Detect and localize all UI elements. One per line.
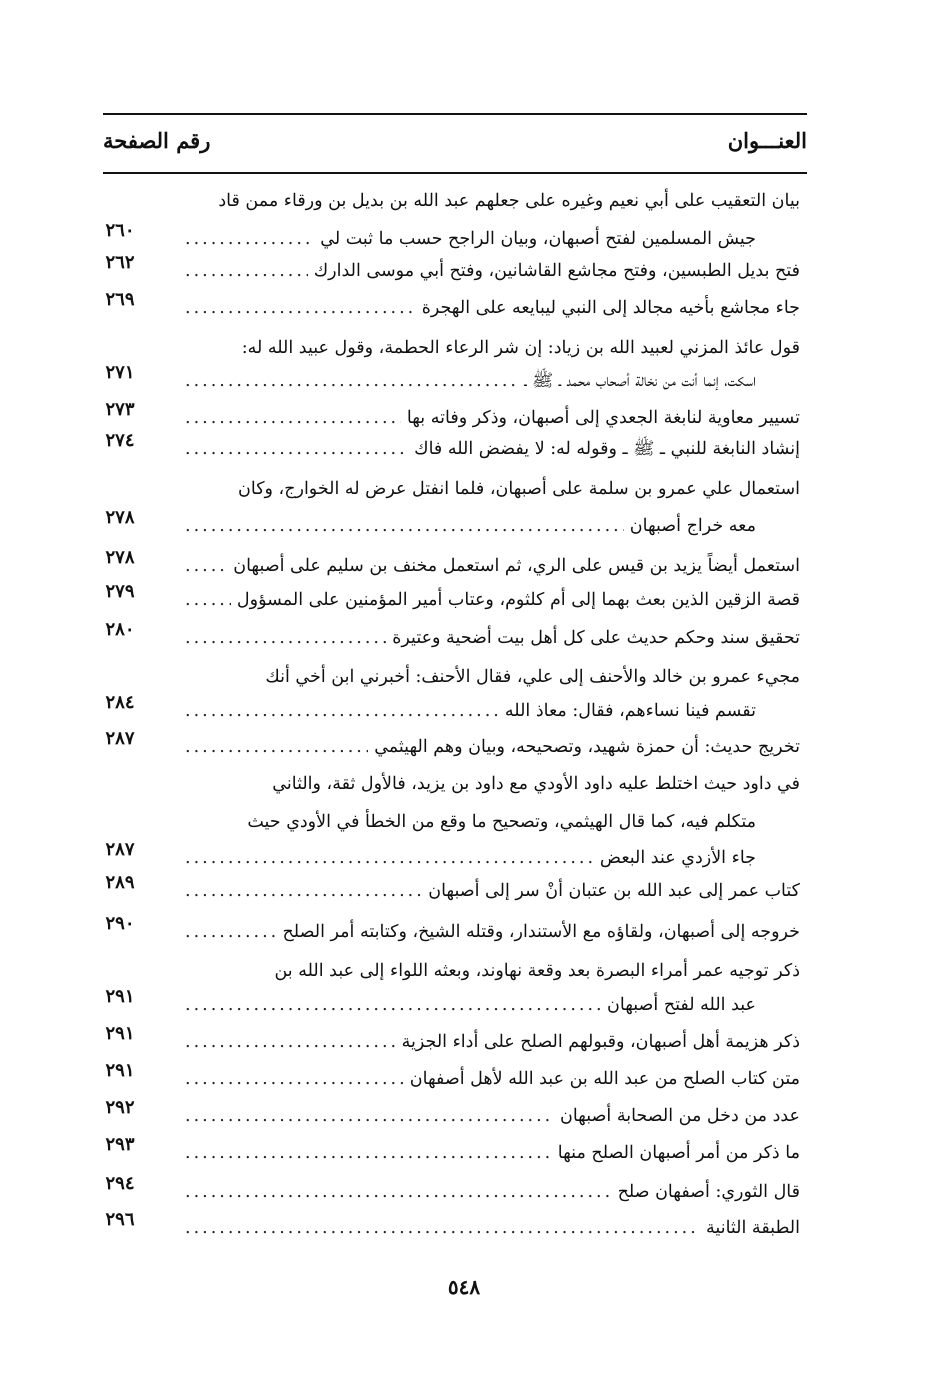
toc-entry-title: استعمال علي عمرو بن سلمة على أصبهان، فلما انفتل عرض له الخوارج، وكان: [232, 479, 800, 499]
toc-entry-title: إنشاد النابغة للنبي ـ ﷺ ـ وقوله له: لا يفضض الله فاك: [408, 439, 800, 459]
toc-entry-page: ٢٩١: [105, 1023, 135, 1044]
toc-entry: [185, 1064, 800, 1094]
toc-entry-title: في داود حيث اختلط عليه داود الأودي مع داود بن يزيد، فالأول ثقة، والثاني: [266, 774, 800, 794]
toc-entry: [185, 843, 756, 873]
toc-entry-title: الطبقة الثانية: [700, 1218, 800, 1238]
header-rule: [103, 172, 807, 174]
toc-entry-title: متكلم فيه، كما قال الهيثمي، وتصحيح ما وقع من الخطأ في الأودي حيث: [241, 812, 756, 832]
toc-entry: [185, 623, 800, 653]
toc-entry-title: تخريج حديث: أن حمزة شهيد، وتصحيحه، وبيان وهم الهيثمي: [368, 737, 800, 757]
toc-entry-page: ٢٨٩: [105, 872, 135, 893]
toc-entry-title: تحقيق سند وحكم حديث على كل أهل بيت أضحية وعتيرة: [386, 628, 800, 648]
toc-entry: [185, 1101, 800, 1131]
toc-entry: [185, 403, 800, 433]
toc-entry: [185, 732, 800, 762]
toc-entry: [185, 333, 800, 363]
toc-entry-title: ذكر هزيمة أهل أصبهان، وقبولهم الصلح على أداء الجزية: [396, 1032, 800, 1052]
toc-entry-title: تقسم فينا نساءهم، فقال: معاذ الله: [499, 701, 756, 721]
toc-entry-page: ٢٩٣: [105, 1134, 135, 1155]
toc-entry: [185, 585, 800, 615]
toc-entry: [185, 1138, 800, 1168]
toc-entry-title: فتح بديل الطبسين، وفتح مجاشع القاشانين، وفتح أبي موسى الدارك: [308, 261, 800, 281]
toc-entry: [185, 917, 800, 947]
toc-entry-title: متن كتاب الصلح من عبد الله بن عبد الله لأهل أصفهان: [404, 1069, 800, 1089]
toc-entry: [185, 366, 756, 396]
toc-entry-title: ما ذكر من أمر أصبهان الصلح منها: [552, 1143, 800, 1163]
toc-entry: [185, 769, 800, 799]
toc-entry: [185, 662, 800, 692]
toc-entry-title: عدد من دخل من الصحابة أصبهان: [554, 1106, 800, 1126]
header-page-column: رقم الصفحة: [103, 128, 211, 153]
toc-entry: [185, 696, 756, 726]
toc-entry-page: ٢٨٤: [105, 692, 135, 713]
toc-entry: [185, 956, 800, 986]
toc-entry-page: ٢٩٢: [105, 1097, 135, 1118]
header-title: العنـــوان: [727, 128, 807, 153]
toc-entry: [185, 293, 800, 323]
toc-entry-page: ٢٧٨: [105, 507, 135, 528]
toc-entry: [185, 1213, 800, 1243]
toc-entry-page: ٢٧٣: [105, 399, 135, 420]
toc-entry-title: جاء الأزدي عند البعض: [594, 848, 756, 868]
toc-entry-page: ٢٩١: [105, 986, 135, 1007]
toc-entry: [185, 551, 800, 581]
toc-entry: [185, 256, 800, 286]
toc-entry-page: ٢٩٦: [105, 1209, 135, 1230]
toc-entry: [185, 474, 800, 504]
toc-entry-title: معه خراج أصبهان: [624, 516, 756, 536]
toc-entry: [185, 1177, 800, 1207]
toc-entry-title: اسكت، إنما أنت من نخالة أصحاب محمد ـ ﷺ ـ: [518, 371, 756, 391]
toc-entry-title: عبد الله لفتح أصبهان: [601, 995, 756, 1015]
toc-entry: [185, 186, 800, 216]
toc-entry-page: ٢٩٤: [105, 1173, 135, 1194]
toc-entry-title: خروجه إلى أصبهان، ولقاؤه مع الأستندار، وقتله الشيخ، وكتابته أمر الصلح: [276, 922, 800, 942]
toc-entry-page: ٢٦٢: [105, 252, 135, 273]
toc-entry-title: تسيير معاوية لنابغة الجعدي إلى أصبهان، وذكر وفاته بها: [401, 408, 800, 428]
top-rule: [103, 113, 807, 115]
toc-entry: [185, 1027, 800, 1057]
toc-entry-title: استعمل أيضاً يزيد بن قيس على الري، ثم استعمل مخنف بن سليم على أصبهان: [227, 556, 800, 576]
toc-entry-page: ٢٨٧: [105, 839, 135, 860]
toc-entry: [185, 511, 756, 541]
toc-entry-page: ٢٩٠: [105, 913, 135, 934]
toc-entry-page: ٢٨٧: [105, 728, 135, 749]
toc-entry-page: ٢٧١: [105, 362, 135, 383]
toc-entry-title: ذكر توجيه عمر أمراء البصرة بعد وقعة نهاوند، وبعثه اللواء إلى عبد الله بن: [268, 961, 800, 981]
toc-entry-page: ٢٩١: [105, 1060, 135, 1081]
toc-entry-page: ٢٦٩: [105, 289, 135, 310]
toc-entry-title: جاء مجاشع بأخيه مجالد إلى النبي ليبايعه على الهجرة: [416, 298, 800, 318]
toc-entry-title: مجيء عمرو بن خالد والأحنف إلى علي، فقال الأحنف: أخبرني ابن أخي أنك: [259, 667, 800, 687]
toc-entry-title: قال الثوري: أصفهان صلح: [612, 1182, 800, 1202]
toc-entry: [185, 224, 756, 254]
page-number: ٥٤٨: [447, 1275, 481, 1299]
toc-entry: [185, 990, 756, 1020]
toc-entry-title: قصة الزقين الذين بعث بهما إلى أم كلثوم، وعتاب أمير المؤمنين على المسؤول: [231, 590, 800, 610]
toc-entry: [185, 807, 756, 837]
toc-entry-title: بيان التعقيب على أبي نعيم وغيره على جعلهم عبد الله بن بديل بن ورقاء ممن قاد: [212, 191, 800, 211]
toc-entry-title: جيش المسلمين لفتح أصبهان، وبيان الراجح حسب ما ثبت لي: [314, 229, 756, 249]
toc-entry: [185, 434, 800, 464]
toc-entry-page: ٢٧٨: [105, 547, 135, 568]
toc-entry-page: ٢٨٠: [105, 619, 135, 640]
toc-entry-title: كتاب عمر إلى عبد الله بن عتبان أنْ سر إلى أصبهان: [422, 881, 800, 901]
toc-entry-page: ٢٦٠: [105, 220, 135, 241]
toc-entry: [185, 876, 800, 906]
toc-entry-page: ٢٧٩: [105, 581, 135, 602]
toc-entry-page: ٢٧٤: [105, 430, 135, 451]
toc-entry-title: قول عائذ المزني لعبيد الله بن زياد: إن شر الرعاء الحطمة، وقول عبيد الله له:: [236, 338, 800, 358]
